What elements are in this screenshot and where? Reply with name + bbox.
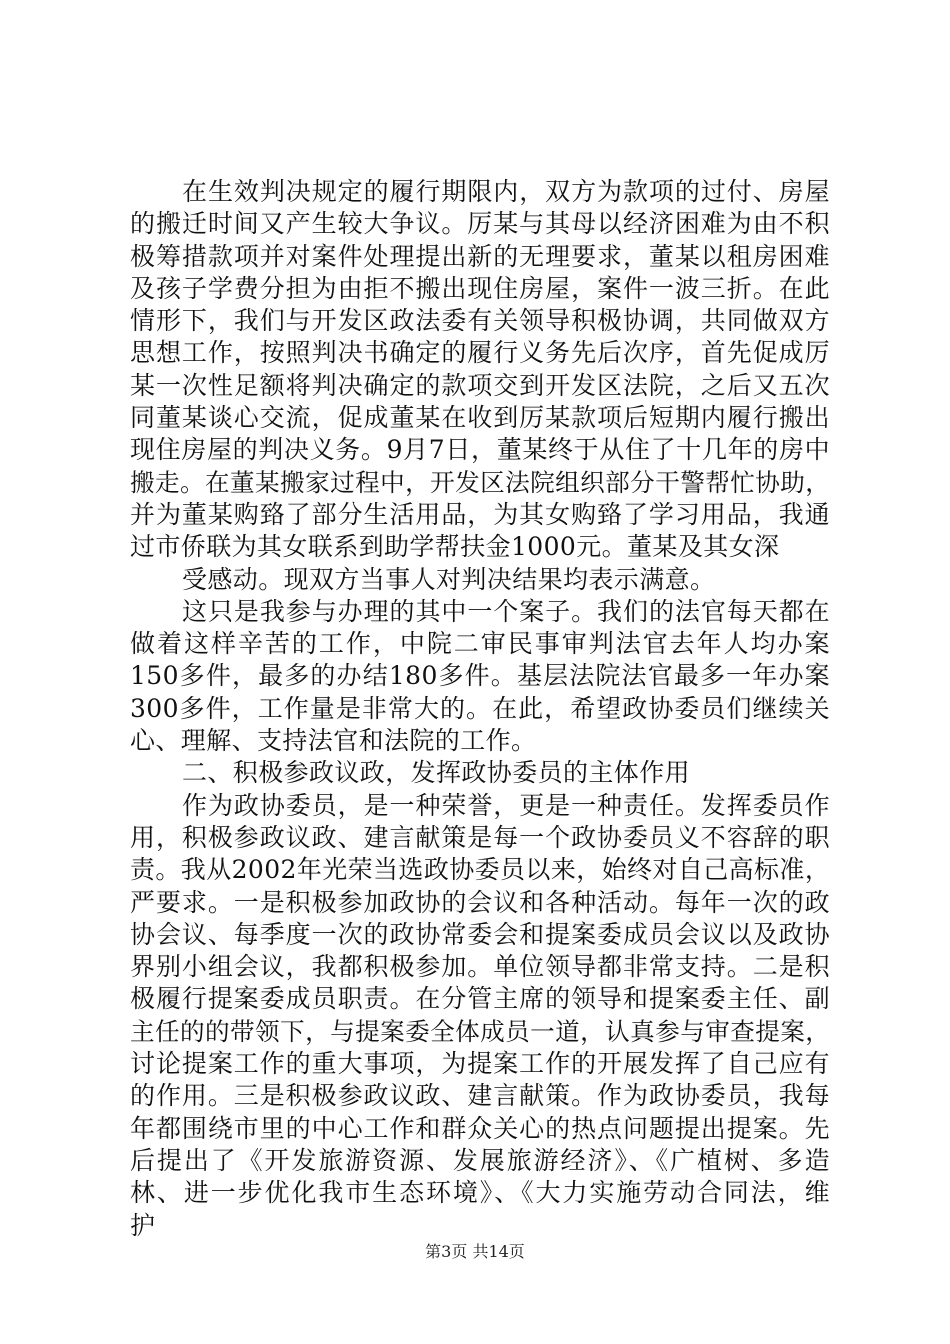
text-line: 情形下，我们与开发区政法委有关领导积极协调，共同做双方	[130, 306, 830, 336]
text-line: 极筹措款项并对案件处理提出新的无理要求，董某以租房困难	[130, 241, 830, 271]
text-line: 同董某谈心交流，促成董某在收到厉某款项后短期内履行搬出	[130, 403, 830, 433]
text-line: 过市侨联为其女联系到助学帮扶金1000元。董某及其女深	[130, 532, 780, 562]
text-line: 并为董某购臵了部分生活用品，为其女购臵了学习用品，我通	[130, 499, 830, 529]
text-line: 某一次性足额将判决确定的款项交到开发区法院，之后又五次	[130, 370, 830, 400]
text-line: 在生效判决规定的履行期限内，双方为款项的过付、房屋	[182, 177, 830, 206]
text-line: 的作用。三是积极参政议政、建言献策。作为政协委员，我每	[130, 1081, 830, 1111]
text-line: 林、进一步优化我市生态环境》、《大力实施劳动合同法，维	[130, 1178, 830, 1208]
text-line: 做着这样辛苦的工作，中院二审民事审判法官去年人均办案	[130, 629, 830, 659]
text-line: 受感动。现双方当事人对判决结果均表示满意。	[182, 564, 716, 594]
text-line: 300多件，工作量是非常大的。在此，希望政协委员们继续关	[130, 693, 830, 723]
text-line: 150多件，最多的办结180多件。基层法院法官最多一年办案	[130, 661, 830, 691]
text-line: 用，积极参政议政、建言献策是每一个政协委员义不容辞的职	[130, 822, 830, 852]
text-line: 二、积极参政议政，发挥政协委员的主体作用	[182, 758, 691, 788]
text-line: 责。我从2002年光荣当选政协委员以来，始终对自己高标准，	[130, 855, 831, 885]
page-footer: 第3页 共14页	[425, 1242, 525, 1261]
text-line: 思想工作，按照判决书确定的履行义务先后次序，首先促成厉	[130, 338, 830, 368]
text-line: 协会议、每季度一次的政协常委会和提案委成员会议以及政协	[130, 919, 830, 949]
text-line: 后提出了《开发旅游资源、发展旅游经济》、《广植树、多造	[130, 1145, 830, 1175]
text-line: 搬走。在董某搬家过程中，开发区法院组织部分干警帮忙协助，	[130, 467, 831, 497]
text-line: 讨论提案工作的重大事项，为提案工作的开展发挥了自己应有	[130, 1049, 830, 1079]
text-line: 界别小组会议，我都积极参加。单位领导都非常支持。二是积	[130, 952, 830, 982]
text-line: 极履行提案委成员职责。在分管主席的领导和提案委主任、副	[130, 984, 830, 1014]
text-line: 的搬迁时间又产生较大争议。厉某与其母以经济困难为由不积	[130, 209, 830, 239]
text-line: 及孩子学费分担为由拒不搬出现住房屋，案件一波三折。在此	[130, 273, 830, 303]
text-line: 主任的的带领下，与提案委全体成员一道，认真参与审查提案，	[130, 1016, 831, 1046]
text-line: 这只是我参与办理的其中一个案子。我们的法官每天都在	[182, 596, 830, 626]
text-line: 护	[130, 1210, 156, 1240]
text-line: 现住房屋的判决义务。9月7日，董某终于从住了十几年的房中	[130, 435, 830, 465]
text-line: 作为政协委员，是一种荣誉，更是一种责任。发挥委员作	[182, 790, 830, 820]
text-line: 严要求。一是积极参加政协的会议和各种活动。每年一次的政	[130, 887, 830, 917]
text-line: 心、理解、支持法官和法院的工作。	[130, 726, 537, 756]
text-line: 年都围绕市里的中心工作和群众关心的热点问题提出提案。先	[130, 1113, 830, 1143]
document-body	[130, 176, 830, 1242]
